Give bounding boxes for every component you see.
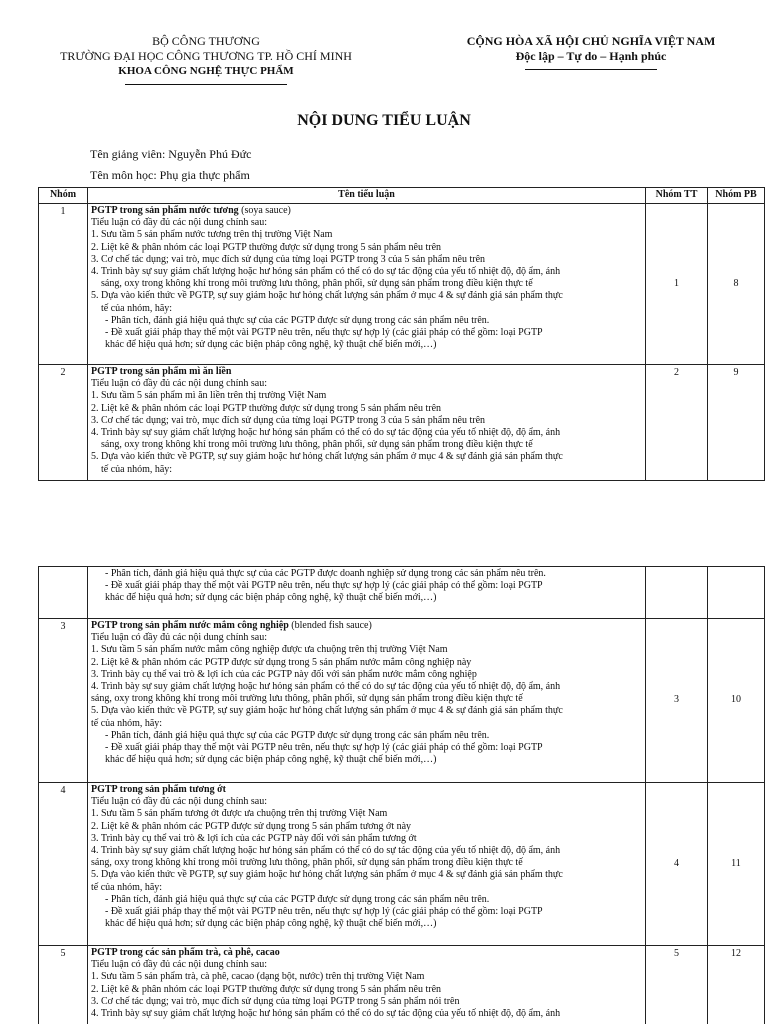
topic-line: sáng, oxy trong không khí trong môi trường lưu thông, phân phối, sử dụng sản phẩm trong điều kiện thực tế <box>101 439 533 451</box>
topic-line: khác để hiệu quả hơn; sử dụng các biện pháp công nghệ, kỹ thuật chế biến mới,…) <box>105 754 437 766</box>
topic-line: tế của nhóm, hãy: <box>101 302 173 314</box>
topic-cell <box>88 204 646 365</box>
topic-line: 1. Sưu tầm 5 sản phẩm tương ớt được ưa chuộng trên thị trường Việt Nam <box>91 808 388 820</box>
topic-title-note: (soya sauce) <box>238 205 291 216</box>
table-header-row <box>39 188 765 204</box>
topic-line: 3. Cơ chế tác dụng; vai trò, mục đích sử dụng của từng loại PGTP trong 5 sản phẩm nói trên <box>91 995 460 1007</box>
topic-line: Tiểu luận có đầy đủ các nội dung chính sau: <box>91 632 267 644</box>
topic-line: 5. Dựa vào kiến thức về PGTP, sự suy giảm hoặc hư hỏng chất lượng sản phẩm ở mục 4 & sự đánh giá sản phẩm thực <box>91 451 563 463</box>
header-left <box>56 34 356 85</box>
nhom-pb-cell: 11 <box>708 783 765 946</box>
header-ten-tieu-luan: Tên tiểu luận <box>88 188 646 204</box>
nhom-pb-cell: 8 <box>708 204 765 365</box>
header-left-rule <box>125 84 287 85</box>
nhom-tt-cell: 1 <box>646 204 708 365</box>
topic-line: Tiểu luận có đầy đủ các nội dung chính sau: <box>91 959 267 971</box>
header-nhom: Nhóm <box>39 188 88 204</box>
nhom-pb-cell <box>708 567 765 619</box>
nhom-pb-cell: 9 <box>708 365 765 481</box>
topic-line: sáng, oxy trong không khí trong môi trường lưu thông, phân phối, sử dụng sản phẩm trong điều kiện thực tế <box>101 278 533 290</box>
topic-line: 4. Trình bày sự suy giảm chất lượng hoặc hư hỏng sản phẩm có thể có do sự tác động của yếu tố nhiệt độ, độ ẩm, ánh <box>91 266 561 278</box>
topic-title: PGTP trong sản phẩm mì ăn liền <box>91 366 232 377</box>
topic-line: Tiểu luận có đầy đủ các nội dung chính sau: <box>91 796 267 808</box>
topic-line: 4. Trình bày sự suy giảm chất lượng hoặc hư hỏng sản phẩm có thể có do sự tác động của yếu tố nhiệt độ, độ ẩm, ánh <box>91 1008 561 1020</box>
topic-line: 2. Liệt kê & phân nhóm các loại PGTP thường được sử dụng trong 5 sản phẩm nêu trên <box>91 983 442 995</box>
table-row <box>39 946 765 1024</box>
topic-line: 1. Sưu tầm 5 sản phẩm trà, cà phê, cacao (dạng bột, nước) trên thị trường Việt Nam <box>91 971 425 983</box>
topics-table <box>38 187 765 481</box>
topic-line: - Đề xuất giải pháp thay thế một vài PGTP nêu trên, nếu thực sự hợp lý (các giải pháp có thể gồm: loại PGTP <box>105 327 543 339</box>
group-number: 2 <box>39 365 88 481</box>
university-name: TRƯỜNG ĐẠI HỌC CÔNG THƯƠNG TP. HỒ CHÍ MINH <box>60 49 352 63</box>
table-row <box>39 619 765 783</box>
nhom-tt-cell: 3 <box>646 619 708 783</box>
topic-line: sáng, oxy trong không khí trong môi trường lưu thông, phân phối, sử dụng sản phẩm trong điều kiện thực tế <box>91 857 523 869</box>
table-row <box>39 567 765 619</box>
topic-title: PGTP trong các sản phẩm trà, cà phê, cacao <box>91 947 280 958</box>
header-right <box>460 34 722 70</box>
topic-line: 3. Trình bày cụ thể vai trò & lợi ích của các PGTP này đối với sản phẩm tương ớt <box>91 832 417 844</box>
topic-line: 2. Liệt kê & phân nhóm các loại PGTP thường được sử dụng trong 5 sản phẩm nêu trên <box>91 402 442 414</box>
topic-cell <box>88 619 646 783</box>
nhom-pb-cell: 10 <box>708 619 765 783</box>
topic-line: 4. Trình bày sự suy giảm chất lượng hoặc hư hỏng sản phẩm có thể có do sự tác động của yếu tố nhiệt độ, độ ẩm, ánh <box>91 681 561 693</box>
topic-cell <box>88 783 646 946</box>
topic-line: 3. Cơ chế tác dụng; vai trò, mục đích sử dụng của từng loại PGTP trong 3 của 5 sản phẩm nêu trên <box>91 414 486 426</box>
topic-line: 5. Dựa vào kiến thức về PGTP, sự suy giảm hoặc hư hỏng chất lượng sản phẩm ở mục 4 & sự đánh giá sản phẩm thực <box>91 705 563 717</box>
topic-title: PGTP trong sản phẩm tương ớt <box>91 784 226 795</box>
topic-line: tế của nhóm, hãy: <box>91 717 163 729</box>
topic-line: 1. Sưu tầm 5 sản phẩm mì ăn liền trên thị trường Việt Nam <box>91 390 327 402</box>
topic-line: 2. Liệt kê & phân nhóm các PGTP được sử dụng trong 5 sản phẩm nước mắm công nghiệp này <box>91 656 472 668</box>
group-number: 1 <box>39 204 88 365</box>
table-row <box>39 783 765 946</box>
topic-line: - Đề xuất giải pháp thay thế một vài PGTP nêu trên, nếu thực sự hợp lý (các giải pháp có thể gồm: loại PGTP <box>105 742 543 754</box>
document-title: NỘI DUNG TIỂU LUẬN <box>297 112 471 129</box>
topic-line: tế của nhóm, hãy: <box>101 463 173 475</box>
topic-line: 4. Trình bày sự suy giảm chất lượng hoặc hư hỏng sản phẩm có thể có do sự tác động của yếu tố nhiệt độ, độ ẩm, ánh <box>91 845 561 857</box>
topic-title: PGTP trong sản phẩm nước tương <box>91 205 239 216</box>
topic-line: 1. Sưu tầm 5 sản phẩm nước tương trên thị trường Việt Nam <box>91 229 333 241</box>
faculty-name: KHOA CÔNG NGHỆ THỰC PHẨM <box>118 65 294 77</box>
topic-line: 5. Dựa vào kiến thức về PGTP, sự suy giảm hoặc hư hỏng chất lượng sản phẩm ở mục 4 & sự đánh giá sản phẩm thực <box>91 290 563 302</box>
topic-line: 2. Liệt kê & phân nhóm các PGTP được sử dụng trong 5 sản phẩm tương ớt này <box>91 820 412 832</box>
nhom-pb-cell: 12 <box>708 946 765 1024</box>
topic-line: 3. Trình bày cụ thể vai trò & lợi ích của các PGTP này đối với sản phẩm nước mắm công nghiệp <box>91 668 477 680</box>
header-nhom-tt: Nhóm TT <box>646 188 708 204</box>
group-number: 5 <box>39 946 88 1024</box>
topic-line: khác để hiệu quả hơn; sử dụng các biện pháp công nghệ, kỹ thuật chế biến mới,…) <box>105 592 437 604</box>
topic-line: - Phân tích, đánh giá hiệu quả thực sự của các PGTP được sử dụng trong các sản phẩm nêu trên. <box>105 729 490 741</box>
topic-cell <box>88 365 646 481</box>
topic-title-note: (blended fish sauce) <box>288 620 372 631</box>
topic-cell <box>88 946 646 1024</box>
topics-table-continued <box>38 566 765 1024</box>
topic-line: Tiểu luận có đầy đủ các nội dung chính sau: <box>91 217 267 229</box>
table-row <box>39 204 765 365</box>
ministry-name: BỘ CÔNG THƯƠNG <box>152 34 260 48</box>
topic-line: 1. Sưu tầm 5 sản phẩm nước mắm công nghiệp được ưa chuộng trên thị trường Việt Nam <box>91 644 448 656</box>
topic-line: Tiểu luận có đầy đủ các nội dung chính sau: <box>91 378 267 390</box>
nhom-tt-cell: 2 <box>646 365 708 481</box>
topic-line: - Phân tích, đánh giá hiệu quả thực sự của các PGTP được sử dụng trong các sản phẩm nêu trên. <box>105 893 490 905</box>
subject-name: Tên môn học: Phụ gia thực phẩm <box>90 168 250 182</box>
header-nhom-pb: Nhóm PB <box>708 188 765 204</box>
topic-line: - Đề xuất giải pháp thay thế một vài PGTP nêu trên, nếu thực sự hợp lý (các giải pháp có thể gồm: loại PGTP <box>105 906 543 918</box>
topic-line: 4. Trình bày sự suy giảm chất lượng hoặc hư hỏng sản phẩm có thể có do sự tác động của yếu tố nhiệt độ, độ ẩm, ánh <box>91 427 561 439</box>
motto: Độc lập – Tự do – Hạnh phúc <box>515 49 667 63</box>
nhom-tt-cell: 5 <box>646 946 708 1024</box>
group-number <box>39 567 88 619</box>
topic-line: khác để hiệu quả hơn; sử dụng các biện pháp công nghệ, kỹ thuật chế biến mới,…) <box>105 339 437 351</box>
header-right-rule <box>525 69 657 70</box>
topic-line: - Đề xuất giải pháp thay thế một vài PGTP nêu trên, nếu thực sự hợp lý (các giải pháp có thể gồm: loại PGTP <box>105 580 543 592</box>
topic-line: sáng, oxy trong không khí trong môi trường lưu thông, phân phối, sử dụng sản phẩm trong điều kiện thực tế <box>91 693 523 705</box>
topic-line: khác để hiệu quả hơn; sử dụng các biện pháp công nghệ, kỹ thuật chế biến mới,…) <box>105 918 437 930</box>
topic-line: - Phân tích, đánh giá hiệu quả thực sự của các PGTP được sử dụng trong các sản phẩm nêu trên. <box>105 314 490 326</box>
topic-title: PGTP trong sản phẩm nước mắm công nghiệp <box>91 620 289 631</box>
lecturer-name: Tên giảng viên: Nguyễn Phú Đức <box>90 147 252 161</box>
topic-cell <box>88 567 646 619</box>
topic-line: tế của nhóm, hãy: <box>91 881 163 893</box>
table-row <box>39 365 765 481</box>
topic-line: 3. Cơ chế tác dụng; vai trò, mục đích sử dụng của từng loại PGTP trong 3 của 5 sản phẩm nêu trên <box>91 253 486 265</box>
country-name: CỘNG HÒA XÃ HỘI CHỦ NGHĨA VIỆT NAM <box>466 34 716 48</box>
topic-line: 5. Dựa vào kiến thức về PGTP, sự suy giảm hoặc hư hỏng chất lượng sản phẩm ở mục 4 & sự đánh giá sản phẩm thực <box>91 869 563 881</box>
group-number: 3 <box>39 619 88 783</box>
nhom-tt-cell <box>646 567 708 619</box>
nhom-tt-cell: 4 <box>646 783 708 946</box>
topic-line: 2. Liệt kê & phân nhóm các loại PGTP thường được sử dụng trong 5 sản phẩm nêu trên <box>91 241 442 253</box>
topic-line: - Phân tích, đánh giá hiệu quả thực sự của các PGTP được doanh nghiệp sử dụng trong các sản phẩm nêu trên. <box>105 568 546 579</box>
group-number: 4 <box>39 783 88 946</box>
